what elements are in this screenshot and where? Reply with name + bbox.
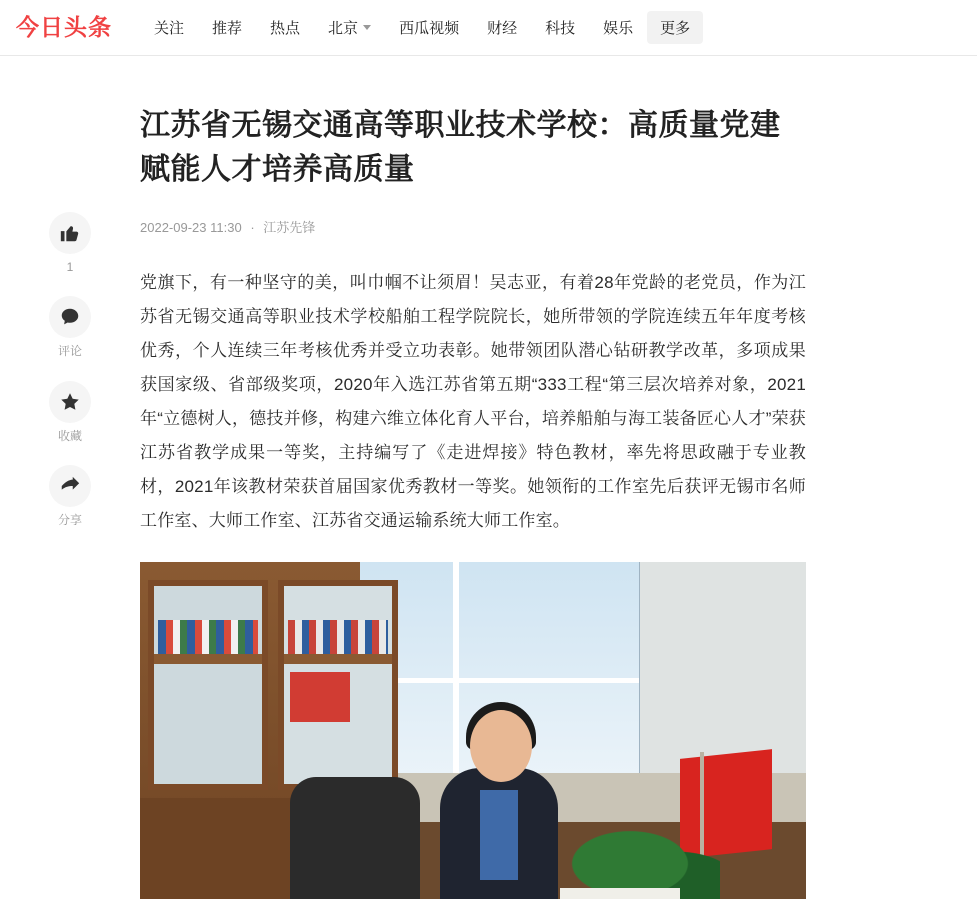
image-region-shelf bbox=[154, 654, 262, 664]
image-region-window-frame-vertical bbox=[453, 562, 459, 773]
comment-button[interactable] bbox=[49, 296, 91, 358]
star-icon bbox=[49, 381, 91, 423]
nav-item-yule[interactable] bbox=[589, 11, 647, 44]
nav-item-keji[interactable] bbox=[531, 11, 589, 44]
image-region-office-chair bbox=[290, 777, 420, 899]
meta-separator: · bbox=[250, 220, 255, 235]
article-body-paragraph: 党旗下，有一种坚守的美，叫巾帼不让须眉！吴志亚，有着28年党龄的老党员，作为江苏省无锡交通高等职业技术学校船舶工程学院院长，她所带领的学院连续五年年度考核优秀，个人连续三年考核优秀并受立功表彰。她带领团队潜心钻研教学改革，多项成果获国家级、省部级奖项，2020年入选江苏省第五期“333工程“第三层次培养对象，2021年“立德树人，德技并修，构建六维立体化育人平台，培养船舶与海工装备匠心人才”荣获江苏省教学成果一等奖，主持编写了《走进焊接》特色教材，率先将思政融于专业教材，2021年该教材荣获首届国家优秀教材一等奖。她领衔的工作室先后获评无锡市名师工作室、大师工作室、江苏省交通运输系统大师工作室。 bbox=[140, 273, 806, 530]
nav-item-label: 北京 bbox=[328, 20, 359, 37]
image-region-window-frame-horizontal bbox=[360, 678, 640, 683]
share-button[interactable] bbox=[49, 465, 91, 527]
article-meta bbox=[140, 217, 806, 236]
nav-item-label: 更多 bbox=[660, 20, 691, 37]
comment-icon bbox=[49, 296, 91, 338]
image-region-red-folder bbox=[290, 672, 350, 722]
nav-item-label: 热点 bbox=[270, 20, 301, 37]
image-region-papers bbox=[560, 888, 680, 899]
nav-item-label: 科技 bbox=[545, 20, 576, 37]
image-region-person-head bbox=[470, 710, 532, 782]
thumbs-up-icon bbox=[49, 212, 91, 254]
chevron-down-icon bbox=[363, 25, 371, 30]
favorite-label: 收藏 bbox=[57, 428, 82, 443]
nav-item-label: 娱乐 bbox=[603, 20, 634, 37]
nav-menu bbox=[140, 0, 703, 55]
nav-item-label: 推荐 bbox=[212, 20, 243, 37]
nav-item-caijing[interactable] bbox=[473, 11, 531, 44]
nav-item-xiguashipin[interactable] bbox=[385, 11, 473, 44]
article-date: 2022-09-23 11:30 bbox=[140, 220, 242, 235]
content-area bbox=[0, 56, 977, 899]
article-title: 江苏省无锡交通高等职业技术学校：高质量党建赋能人才培养高质量 bbox=[140, 109, 781, 186]
site-logo[interactable]: 今日头条 bbox=[16, 14, 112, 40]
top-navigation-bar bbox=[0, 0, 977, 56]
image-region-bookcase-left bbox=[148, 580, 268, 790]
nav-item-more[interactable] bbox=[647, 11, 703, 44]
comment-label: 评论 bbox=[57, 344, 82, 359]
nav-item-label: 关注 bbox=[154, 20, 185, 37]
nav-item-beijing[interactable] bbox=[314, 11, 385, 44]
image-region-books-top-right bbox=[288, 620, 388, 654]
article-image bbox=[140, 562, 806, 899]
nav-item-tuijian[interactable] bbox=[198, 11, 256, 44]
nav-item-guanzhu[interactable] bbox=[140, 11, 198, 44]
article-action-rail bbox=[0, 104, 140, 899]
image-region-shelf bbox=[284, 654, 392, 664]
share-icon bbox=[49, 465, 91, 507]
nav-item-label: 西瓜视频 bbox=[399, 20, 460, 37]
nav-item-redian[interactable] bbox=[256, 11, 314, 44]
like-count: 1 bbox=[66, 260, 74, 274]
image-region-person-shirt bbox=[480, 790, 518, 880]
favorite-button[interactable] bbox=[49, 381, 91, 443]
like-button[interactable] bbox=[49, 212, 91, 274]
image-region-books-top bbox=[158, 620, 258, 654]
nav-item-label: 财经 bbox=[487, 20, 518, 37]
share-label: 分享 bbox=[57, 513, 82, 528]
article-container bbox=[140, 104, 830, 899]
article-source[interactable]: 江苏先锋 bbox=[263, 220, 316, 235]
